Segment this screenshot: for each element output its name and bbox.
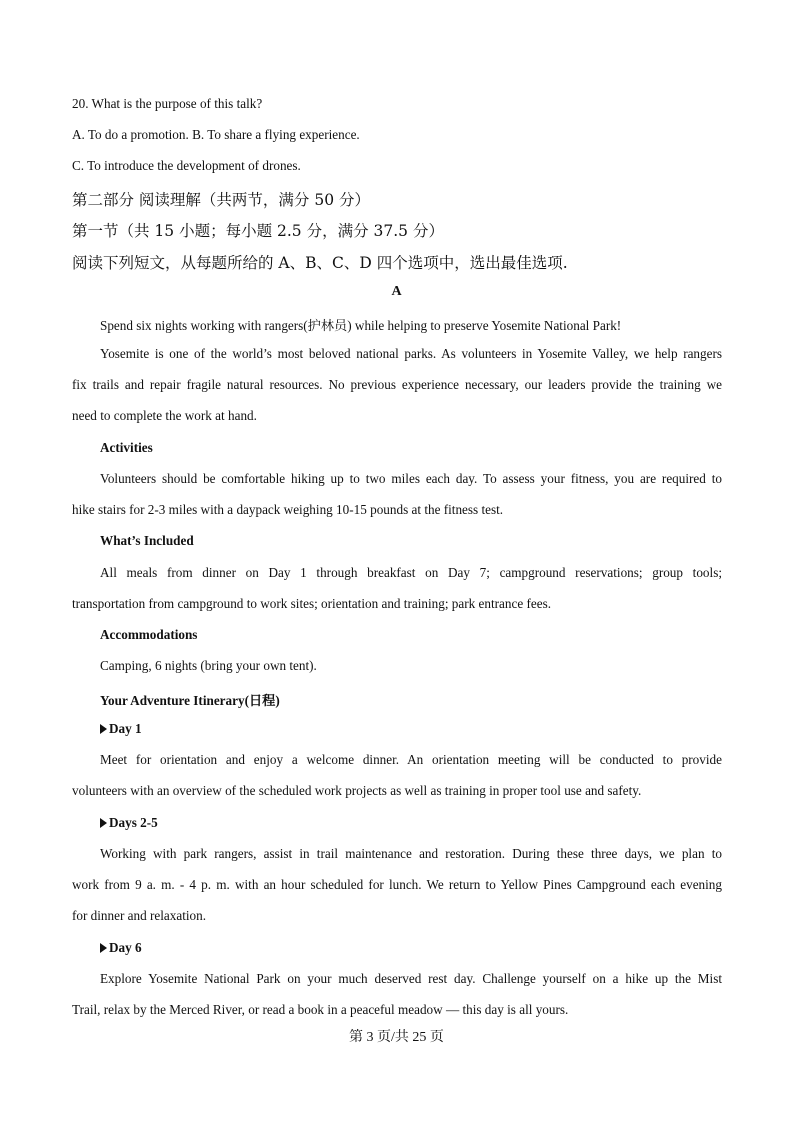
question-text: 20. What is the purpose of this talk? [72, 96, 263, 111]
paragraph-line: Yosemite is one of the world’s most beloved national parks. As volunteers in Yosemite Valley, we help rangers [100, 346, 722, 361]
paragraph-line: hike stairs for 2-3 miles with a daypack weighing 10-15 pounds at the fitness test. [72, 502, 504, 517]
day1-label: Day 1 [109, 721, 142, 736]
day6-heading [100, 940, 142, 956]
paragraph-line: All meals from dinner on Day 1 through breakfast on Day 7; campground reservations; group tools; [100, 565, 722, 580]
triangle-bullet-icon [100, 724, 107, 734]
paragraph-line: need to complete the work at hand. [72, 408, 257, 423]
triangle-bullet-icon [100, 818, 107, 828]
option-c: C. To introduce the development of drones. [72, 158, 301, 173]
accommodations-heading: Accommodations [100, 627, 198, 642]
paragraph-line: Trail, relax by the Merced River, or read a book in a peaceful meadow — this day is all yours. [72, 1002, 569, 1017]
included-heading: What’s Included [100, 533, 194, 548]
activities-heading: Activities [100, 440, 153, 455]
option-a-b: A. To do a promotion. B. To share a flying experience. [72, 127, 360, 142]
passage-intro: Spend six nights working with rangers(护林员) while helping to preserve Yosemite National Park! [100, 318, 622, 333]
paragraph-line: Explore Yosemite National Park on your much deserved rest day. Challenge yourself on a hike up the Mist [100, 971, 722, 986]
section-one-title: 第一节（共 15 小题；每小题 2.5 分，满分 37.5 分） [72, 222, 444, 240]
paragraph-line: volunteers with an overview of the scheduled work projects as well as training in proper tool use and safety. [72, 783, 642, 798]
page-number: 第 3 页/共 25 页 [349, 1030, 444, 1045]
paragraph-line: fix trails and repair fragile natural resources. No previous experience necessary, our leaders provide the training we [72, 377, 722, 392]
days2-5-label: Days 2-5 [109, 815, 158, 830]
triangle-bullet-icon [100, 943, 107, 953]
paragraph-line: Volunteers should be comfortable hiking up to two miles each day. To assess your fitness, you are required to [100, 471, 722, 486]
paragraph-line: Camping, 6 nights (bring your own tent). [100, 658, 317, 673]
paragraph-line: Working with park rangers, assist in trail maintenance and restoration. During these three days, we plan to [100, 846, 722, 861]
day6-label: Day 6 [109, 940, 142, 955]
paragraph-line: Meet for orientation and enjoy a welcome dinner. An orientation meeting will be conducted to provide [100, 752, 722, 767]
day1-heading [100, 721, 142, 737]
paragraph-line: for dinner and relaxation. [72, 908, 207, 923]
paragraph-line: transportation from campground to work sites; orientation and training; park entrance fees. [72, 596, 551, 611]
part-two-title: 第二部分 阅读理解（共两节，满分 50 分） [72, 191, 371, 209]
passage-letter: A [391, 284, 402, 299]
paragraph-line: work from 9 a. m. - 4 p. m. with an hour scheduled for lunch. We return to Yellow Pines Campground each evening [72, 877, 722, 892]
instruction-text: 阅读下列短文，从每题所给的 A、B、C、D 四个选项中，选出最佳选项. [72, 254, 568, 272]
days2-5-heading [100, 815, 158, 831]
itinerary-heading: Your Adventure Itinerary(日程) [100, 693, 280, 708]
